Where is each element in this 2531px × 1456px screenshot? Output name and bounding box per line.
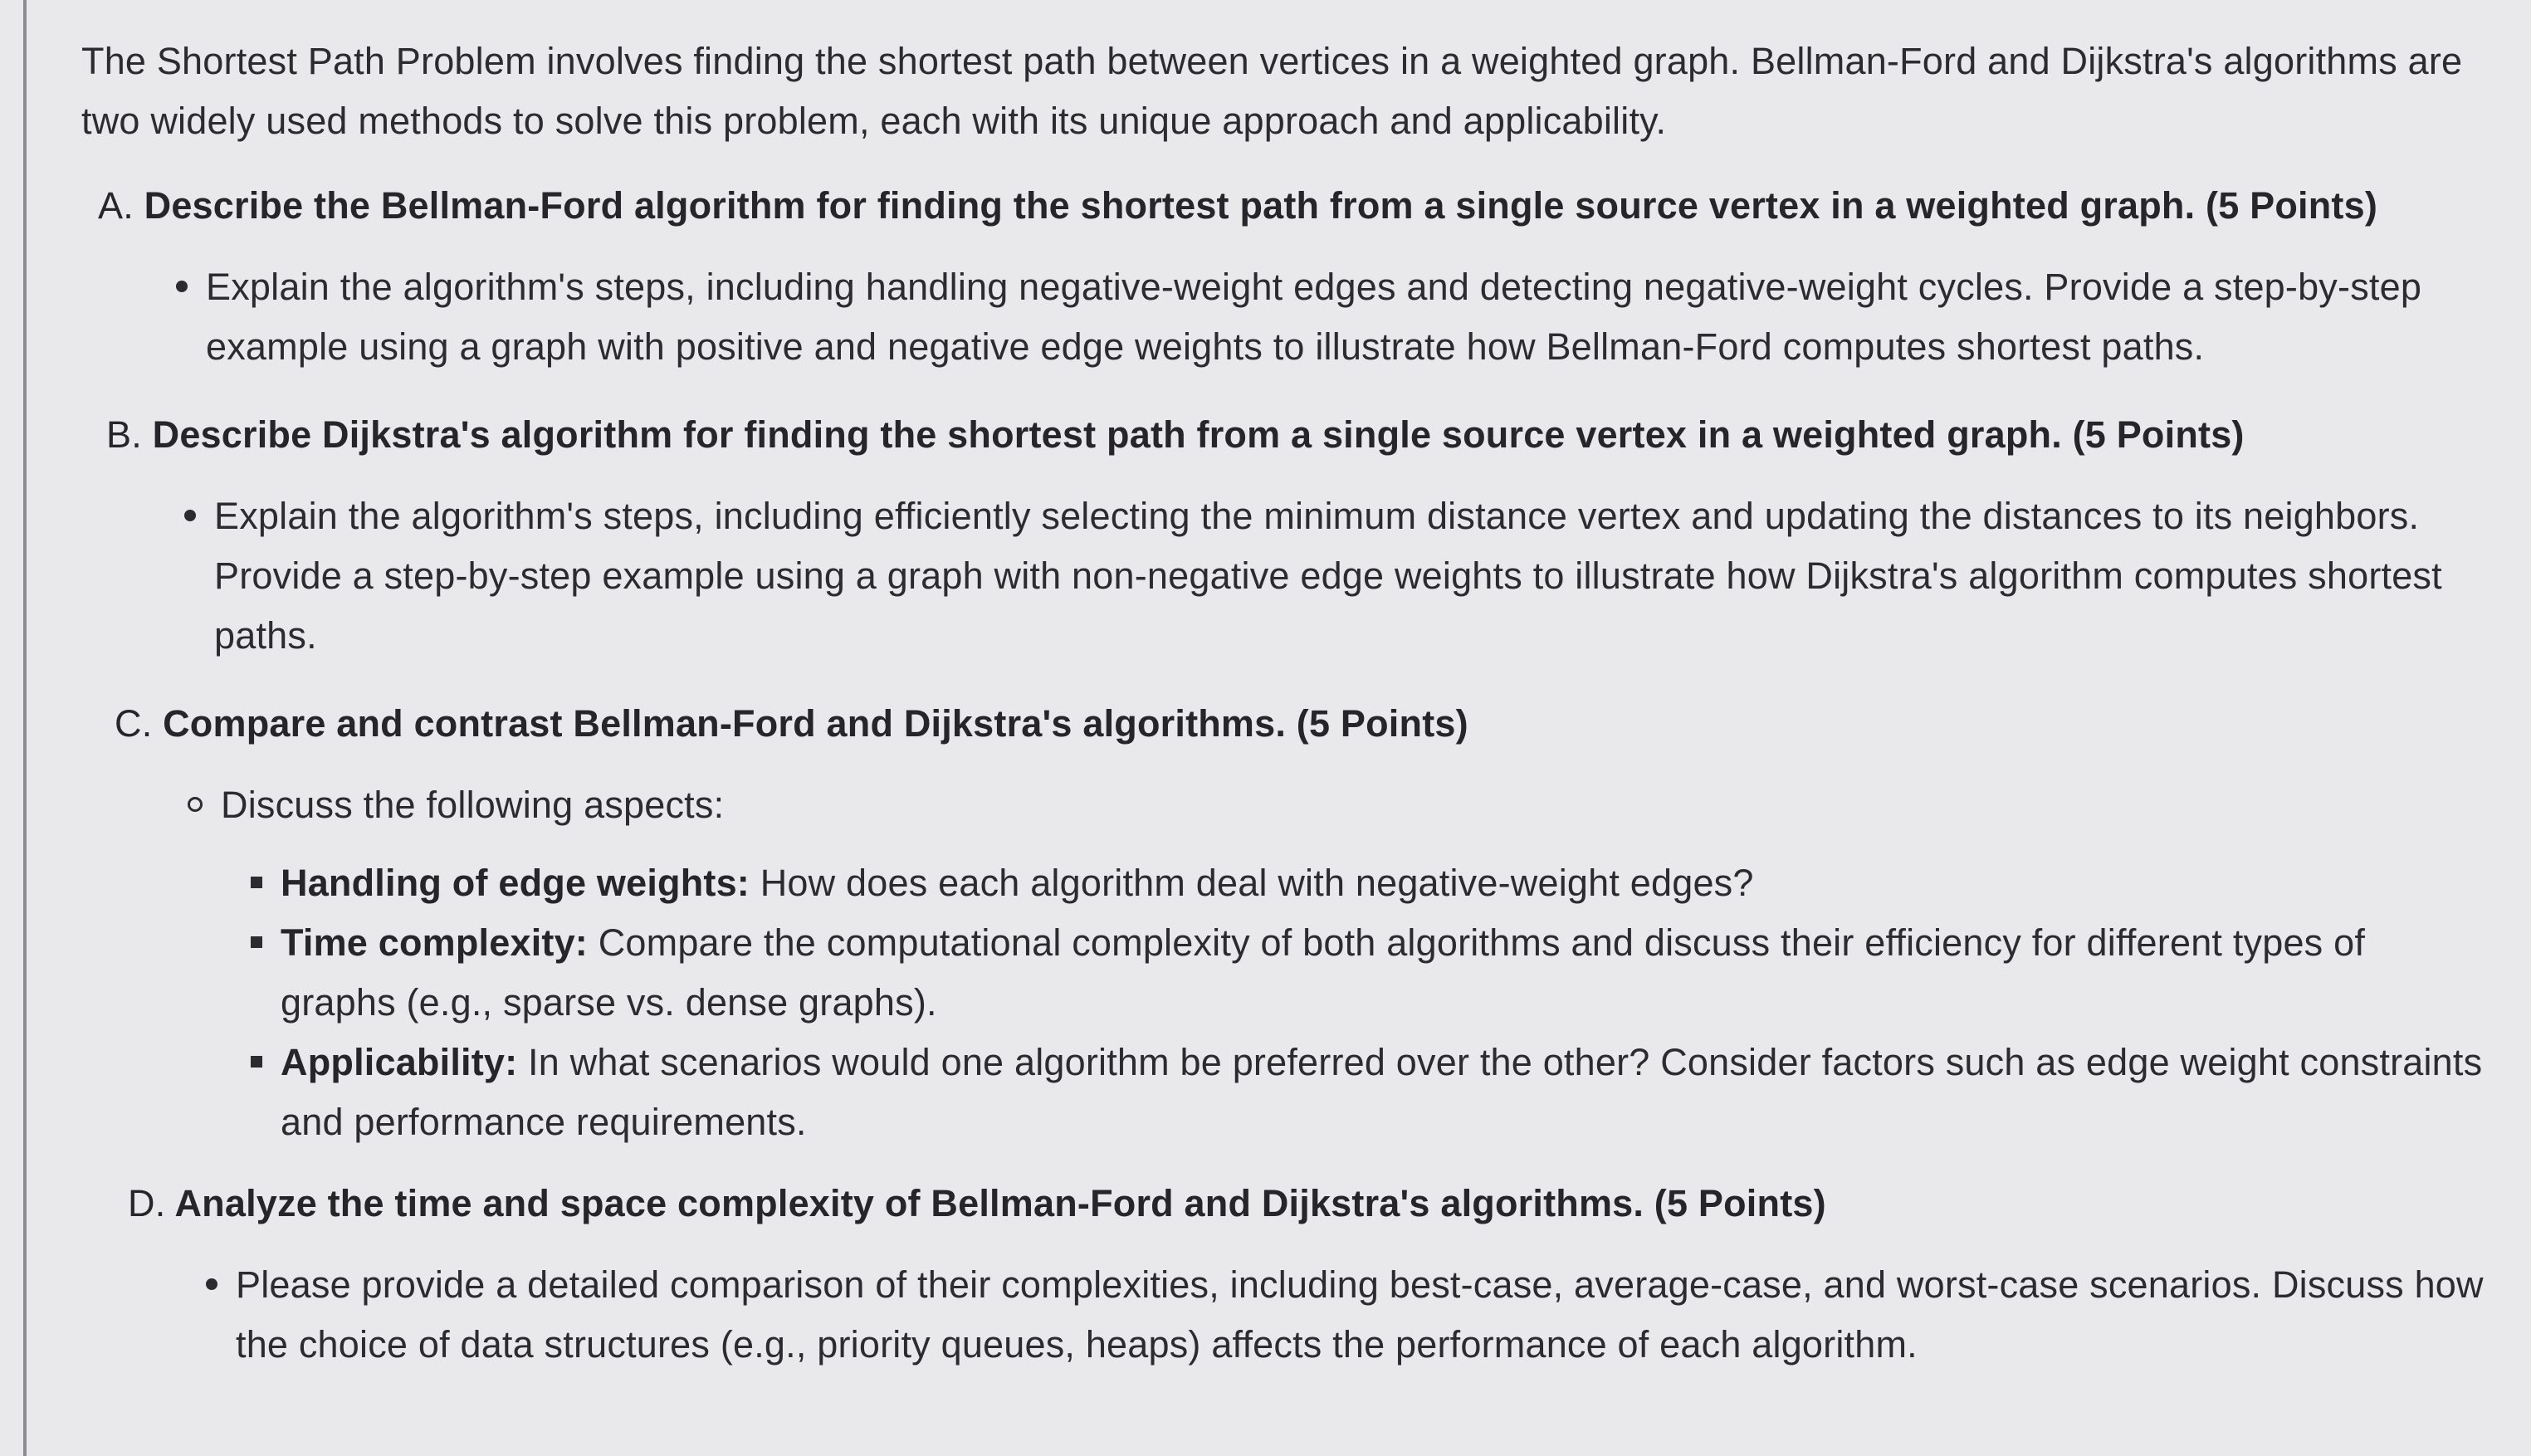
aspect-text: How does each algorithm deal with negative-weight edges? [760, 862, 1754, 904]
aspects-list [81, 853, 2489, 1152]
section-b-heading: Describe Dijkstra's algorithm for finding the shortest path from a single source vertex in a weighted graph. (5 Points) [152, 413, 2245, 456]
aspect-label: Time complexity: [281, 921, 588, 964]
intro-paragraph: The Shortest Path Problem involves finding the shortest path between vertices in a weighted graph. Bellman-Ford and Dijkstra's algorithms are two widely used methods to solve this problem, each with its unique approach and applicability. [81, 40, 2463, 142]
aspect-item-edge-weights [81, 853, 2489, 913]
list-item [81, 257, 2489, 377]
section-b-bullet-text: Explain the algorithm's steps, including efficiently selecting the minimum distance vertex and updating the distances to its neighbors. Provide a step-by-step example using a graph with non-negative edge weights to illustrate how Dijkstra's algorithm computes shortest paths. [214, 495, 2442, 657]
aspect-label: Applicability: [281, 1041, 518, 1083]
section-b-list [81, 486, 2489, 666]
section-c-heading: Compare and contrast Bellman-Ford and Dijkstra's algorithms. (5 Points) [163, 702, 1468, 745]
bullet-circle-icon [188, 797, 203, 812]
bullet-disc-icon [206, 1278, 217, 1290]
list-item [81, 1255, 2489, 1375]
bullet-square-icon [251, 1056, 262, 1068]
section-a-list [81, 257, 2489, 377]
aspect-text: Compare the computational complexity of both algorithms and discuss their efficiency for different types of graphs (e.g., sparse vs. dense graphs). [281, 921, 2366, 1024]
section-b [81, 405, 2489, 666]
section-d-title [128, 1174, 2489, 1234]
bullet-disc-icon [184, 510, 196, 521]
section-d-heading: Analyze the time and space complexity of Bellman-Ford and Dijkstra's algorithms. (5 Points) [174, 1182, 1826, 1224]
section-c [81, 694, 2489, 1152]
aspect-label: Handling of edge weights: [281, 862, 750, 904]
bullet-square-icon [251, 936, 262, 948]
aspect-item-applicability [81, 1033, 2489, 1152]
section-c-letter: C. [115, 702, 153, 745]
section-c-bullet-text: Discuss the following aspects: [221, 784, 725, 826]
section-b-title [106, 405, 2489, 465]
question-document [81, 32, 2489, 1403]
section-d-bullet-text: Please provide a detailed comparison of their complexities, including best-case, average-case, and worst-case scenarios. Discuss how the choice of data structures (e.g., priority queues, heaps) affects the performance of each algorithm. [236, 1263, 2484, 1366]
bullet-disc-icon [176, 281, 188, 292]
list-item [81, 486, 2489, 666]
section-c-title [115, 694, 2489, 754]
aspect-text: In what scenarios would one algorithm be preferred over the other? Consider factors such as edge weight constraints and performance requirements. [281, 1041, 2483, 1143]
section-d-list [81, 1255, 2489, 1375]
section-a-title [98, 176, 2489, 236]
section-d [81, 1174, 2489, 1375]
list-item [81, 775, 2489, 835]
section-d-letter: D. [128, 1182, 166, 1224]
section-a [81, 176, 2489, 377]
section-a-bullet-text: Explain the algorithm's steps, including handling negative-weight edges and detecting negative-weight cycles. Provide a step-by-step example using a graph with positive and negative edge weights to illustrate how Bellman-Ford computes shortest paths. [206, 266, 2422, 368]
bullet-square-icon [251, 877, 262, 888]
section-a-heading: Describe the Bellman-Ford algorithm for finding the shortest path from a single source vertex in a weighted graph. (5 Points) [144, 184, 2378, 227]
aspect-item-time-complexity [81, 913, 2489, 1033]
section-a-letter: A. [98, 184, 134, 227]
section-c-list [81, 775, 2489, 835]
section-b-letter: B. [106, 413, 142, 456]
left-frame-border [23, 0, 27, 1456]
